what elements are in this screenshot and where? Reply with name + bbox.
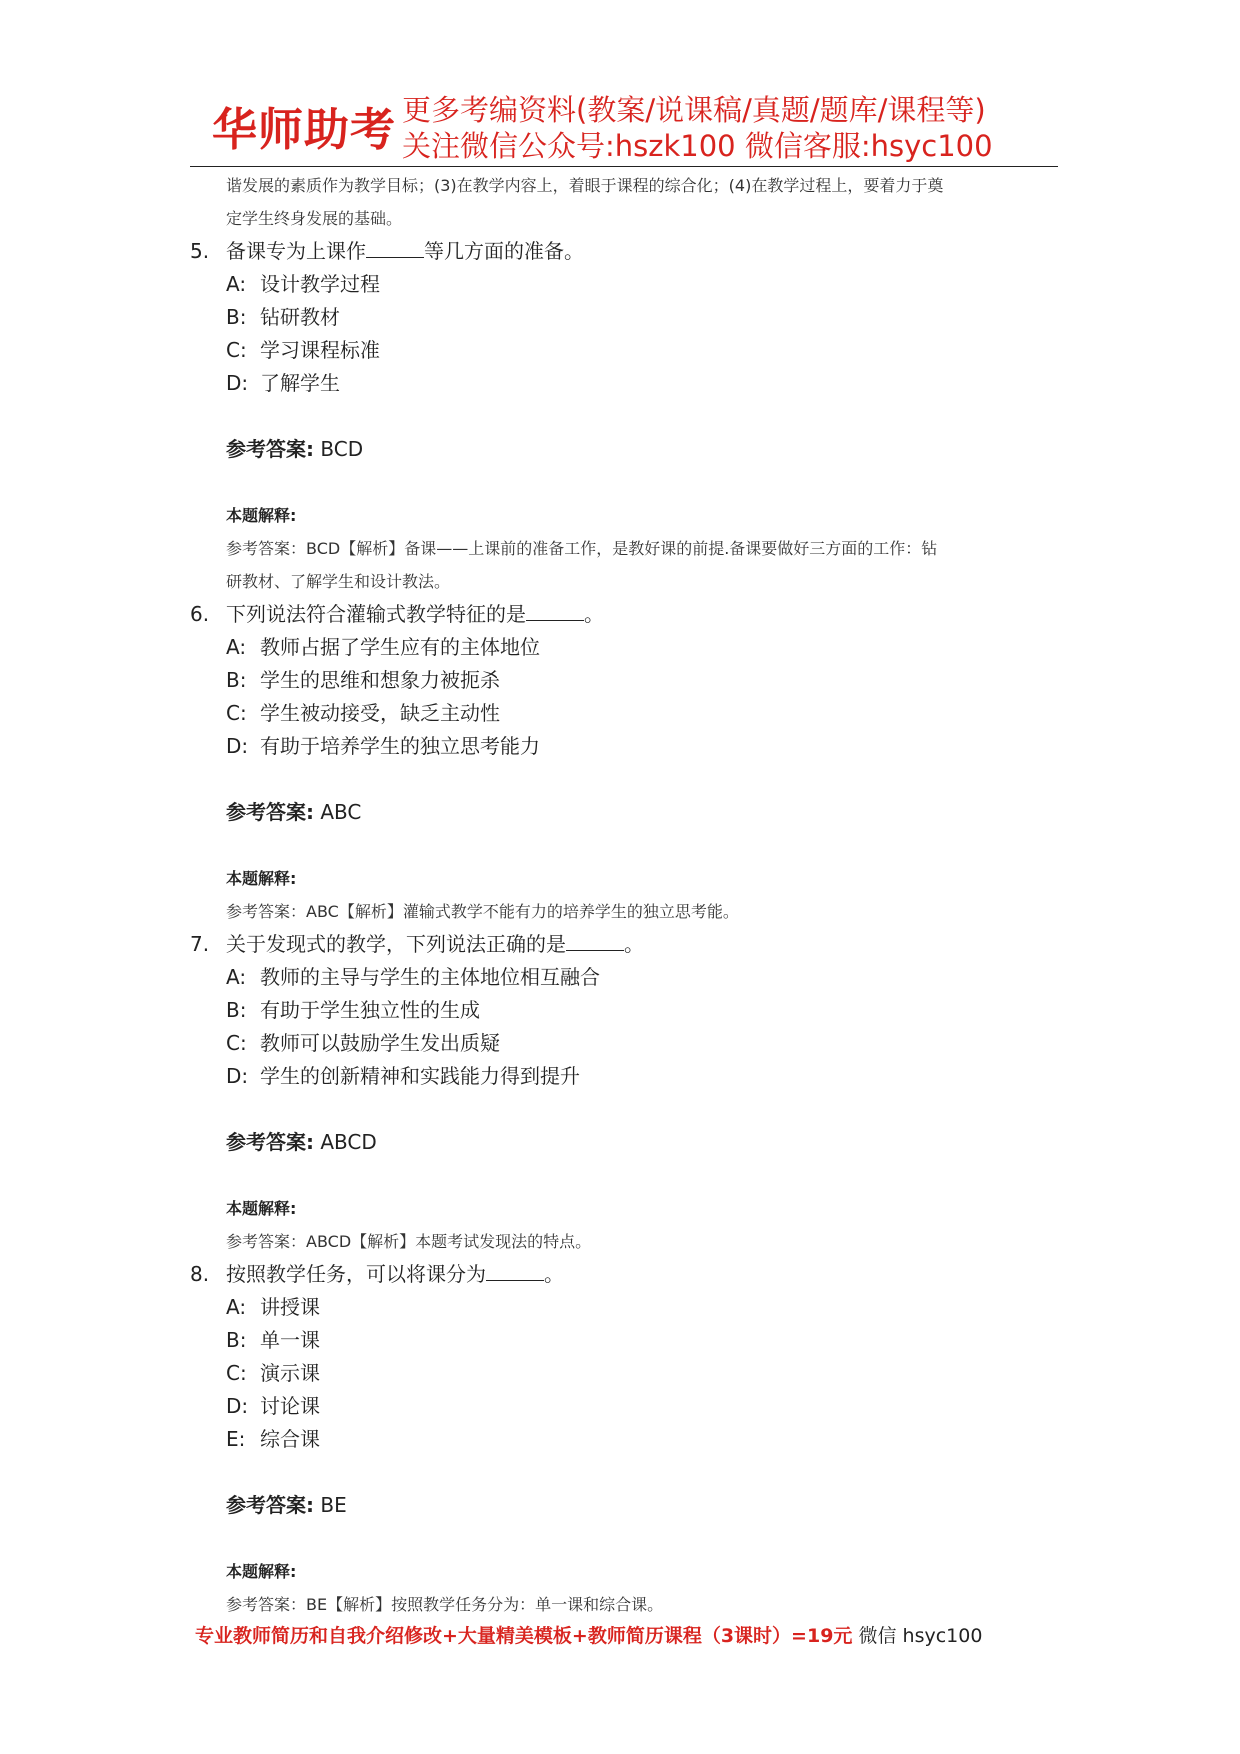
answer-line [190, 433, 1070, 466]
question-number: 6. [190, 602, 210, 626]
answer-value: BE [320, 1493, 347, 1517]
answer-blank [486, 1262, 544, 1281]
answer-blank [566, 932, 624, 951]
explanation-text: 参考答案：BE【解析】按照教学任务分为：单一课和综合课。 [226, 1595, 664, 1614]
question-block [190, 235, 1070, 598]
option-text: 讨论课 [260, 1394, 320, 1418]
question-stem [190, 928, 1070, 961]
option-item [190, 268, 1070, 301]
explanation-title: 本题解释: [226, 869, 297, 888]
option-text: 学生的创新精神和实践能力得到提升 [260, 1064, 580, 1088]
question-text-end: 等几方面的准备。 [424, 239, 584, 263]
option-text: 综合课 [260, 1427, 320, 1451]
question-text-end: 。 [544, 1262, 564, 1286]
option-item [190, 334, 1070, 367]
answer-label: 参考答案: [226, 800, 314, 824]
explanation-title: 本题解释: [226, 506, 297, 525]
explanation-title: 本题解释: [226, 1199, 297, 1218]
explanation-text: 参考答案：ABC【解析】灌输式教学不能有力的培养学生的独立思考能。 [226, 902, 739, 921]
answer-line [190, 1489, 1070, 1522]
answer-value: ABCD [320, 1130, 377, 1154]
question-text: 关于发现式的教学，下列说法正确的是 [226, 932, 566, 956]
option-letter: C: [226, 338, 247, 362]
answer-label: 参考答案: [226, 437, 314, 461]
question-number: 8. [190, 1262, 210, 1286]
footer-contact: 微信 hsyc100 [858, 1625, 983, 1647]
option-text: 有助于学生独立性的生成 [260, 998, 480, 1022]
option-text: 学生的思维和想象力被扼杀 [260, 668, 500, 692]
question-text-end: 。 [584, 602, 604, 626]
option-text: 学习课程标准 [260, 338, 380, 362]
footer-promo [195, 1621, 1095, 1651]
explanation-text: 参考答案：ABCD【解析】本题考试发现法的特点。 [226, 1232, 592, 1251]
answer-label: 参考答案: [226, 1493, 314, 1517]
option-item [190, 1423, 1070, 1456]
option-letter: A: [226, 965, 247, 989]
header-banner [212, 92, 1042, 170]
option-letter: A: [226, 1295, 247, 1319]
option-text: 教师可以鼓励学生发出质疑 [260, 1031, 500, 1055]
intro-line: 谐发展的素质作为教学目标；(3)在教学内容上，着眼于课程的综合化；(4)在教学过程上，要着力于奠 [226, 176, 944, 195]
option-item [190, 631, 1070, 664]
option-item [190, 994, 1070, 1027]
question-stem [190, 1258, 1070, 1291]
question-text: 备课专为上课作 [226, 239, 366, 263]
option-letter: C: [226, 1361, 247, 1385]
option-letter: B: [226, 305, 247, 329]
option-letter: D: [226, 1394, 249, 1418]
option-letter: A: [226, 635, 247, 659]
option-letter: B: [226, 1328, 247, 1352]
promo-line-1: 更多考编资料(教案/说课稿/真题/题库/课程等) [402, 93, 986, 127]
option-item [190, 1357, 1070, 1390]
answer-line [190, 796, 1070, 829]
brand-logo: 华师助考 [212, 103, 397, 156]
answer-line [190, 1126, 1070, 1159]
option-text: 教师占据了学生应有的主体地位 [260, 635, 540, 659]
header-promo [402, 92, 993, 164]
option-text: 有助于培养学生的独立思考能力 [260, 734, 540, 758]
question-block [190, 928, 1070, 1258]
option-item [190, 961, 1070, 994]
option-text: 单一课 [260, 1328, 320, 1352]
option-item [190, 697, 1070, 730]
option-letter: B: [226, 668, 247, 692]
explanation-text: 参考答案：BCD【解析】备课——上课前的准备工作，是教好课的前提.备课要做好三方面的工作：钻 [226, 539, 938, 558]
question-number: 7. [190, 932, 210, 956]
option-text: 讲授课 [260, 1295, 320, 1319]
option-text: 设计教学过程 [260, 272, 380, 296]
question-stem [190, 235, 1070, 268]
answer-label: 参考答案: [226, 1130, 314, 1154]
option-text: 教师的主导与学生的主体地位相互融合 [260, 965, 600, 989]
option-text: 钻研教材 [260, 305, 340, 329]
option-letter: A: [226, 272, 247, 296]
option-item [190, 301, 1070, 334]
answer-value: BCD [320, 437, 364, 461]
option-item [190, 1390, 1070, 1423]
question-block [190, 1258, 1070, 1621]
option-letter: D: [226, 371, 249, 395]
option-letter: E: [226, 1427, 246, 1451]
option-item [190, 367, 1070, 400]
option-letter: C: [226, 1031, 247, 1055]
question-text: 下列说法符合灌输式教学特征的是 [226, 602, 526, 626]
option-item [190, 1027, 1070, 1060]
option-item [190, 1291, 1070, 1324]
option-text: 学生被动接受，缺乏主动性 [260, 701, 500, 725]
explanation-title: 本题解释: [226, 1562, 297, 1581]
option-item [190, 664, 1070, 697]
promo-line-2: 关注微信公众号:hszk100 微信客服:hsyc100 [402, 129, 993, 163]
option-letter: D: [226, 1064, 249, 1088]
intro-line: 定学生终身发展的基础。 [226, 209, 403, 228]
explanation-text: 研教材、了解学生和设计教法。 [226, 572, 451, 591]
option-item [190, 1324, 1070, 1357]
answer-blank [366, 239, 424, 258]
question-block [190, 598, 1070, 928]
footer-promo-text: 专业教师简历和自我介绍修改+大量精美模板+教师简历课程（3课时）=19元 [195, 1625, 853, 1647]
option-text: 演示课 [260, 1361, 320, 1385]
option-letter: D: [226, 734, 249, 758]
option-item [190, 730, 1070, 763]
option-letter: B: [226, 998, 247, 1022]
question-text: 按照教学任务，可以将课分为 [226, 1262, 486, 1286]
document-body [190, 169, 1070, 1621]
answer-blank [526, 602, 584, 621]
option-letter: C: [226, 701, 247, 725]
option-text: 了解学生 [260, 371, 340, 395]
question-text-end: 。 [624, 932, 644, 956]
answer-value: ABC [320, 800, 362, 824]
header-divider [190, 166, 1058, 167]
option-item [190, 1060, 1070, 1093]
question-number: 5. [190, 239, 210, 263]
question-stem [190, 598, 1070, 631]
question-list [190, 235, 1070, 1621]
